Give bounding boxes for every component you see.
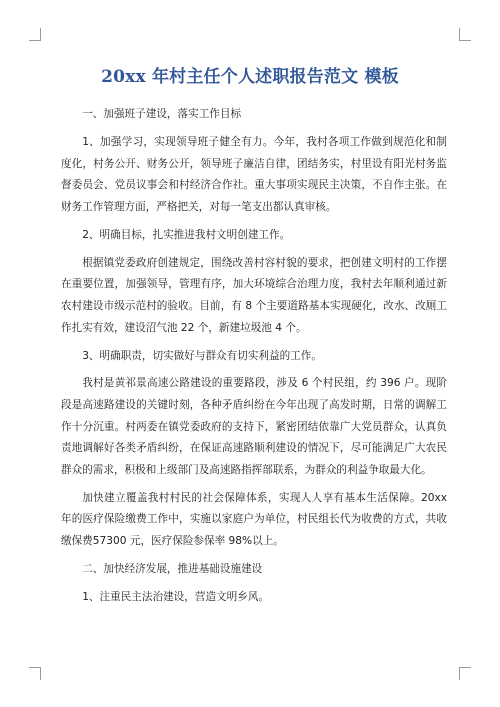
crop-mark-bottom-left-vertical — [40, 667, 41, 680]
section-heading-2: 二、加快经济发展，推进基础设施建设 — [82, 563, 263, 576]
crop-mark-top-left-vertical — [40, 28, 41, 41]
subheading-2: 2、明确目标，扎实推进我村文明创建工作。 — [82, 228, 291, 241]
paragraph-4: 加快建立覆盖我村村民的社会保障体系，实现人人享有基本生活保障。20xx 年的医疗保险缴费工作中，实施以家庭户为单位，村民组长代为收费的方式，共收缴保费57300 元，医疗保险参保率 98%以上。 — [61, 491, 447, 548]
section-heading-1: 一、加强班子建设，落实工作目标 — [82, 108, 242, 120]
crop-mark-bottom-right-vertical — [459, 667, 460, 680]
crop-mark-bottom-right-horizontal — [459, 667, 471, 668]
subheading-4: 1、注重民主法治建设，营造文明乡风。 — [82, 591, 270, 603]
crop-mark-top-right-vertical — [459, 28, 460, 41]
paragraph-1: 1、加强学习，实现领导班子健全有力。今年，我村各项工作做到规范化和制度化，村务公开、财务公开，领导班子廉洁自律，团结务实，村里设有阳光村务监督委员会、党员议事会和村经济合作社。重大事项实现民主决策，不自作主张。在财务工作管理方面，严格把关，对每一笔支出都认真审核。 — [61, 135, 447, 213]
paragraph-3: 我村是黄祁景高速公路建设的重要路段，涉及 6 个村民组，约 396 户。现阶段是高速路建设的关键时刻，各种矛盾纠纷在今年出现了高发时期，日常的调解工作十分沉重。村两委在镇党委政府的支持下，紧密团结依靠广大党员群众，认真负责地调解好各类矛盾纠纷，在保证高速路顺利建设的情况下，尽可能满足广大农民群众的需求，积极和上级部门及高速路指挥部联系，为群众的利益争取最大化。 — [61, 377, 447, 476]
crop-mark-top-right-horizontal — [459, 40, 471, 41]
paragraph-2: 根据镇党委政府创建规定，围绕改善村容村貌的要求，把创建文明村的工作摆在重要位置，加强领导，管理有序，加大环境综合治理力度，我村去年顺利通过新农村建设市级示范村的验收。目前，有 8 个主要道路基本实现硬化，改水、改厕工作扎实有效，建设沼气池 22 个，新建垃圾池 4 个。 — [61, 256, 447, 334]
subheading-3: 3、明确职责，切实做好与群众有切实利益的工作。 — [82, 349, 322, 362]
document-body — [61, 104, 447, 615]
document-title: 20xx 年村主任个人述职报告范文 模板 — [101, 67, 399, 87]
